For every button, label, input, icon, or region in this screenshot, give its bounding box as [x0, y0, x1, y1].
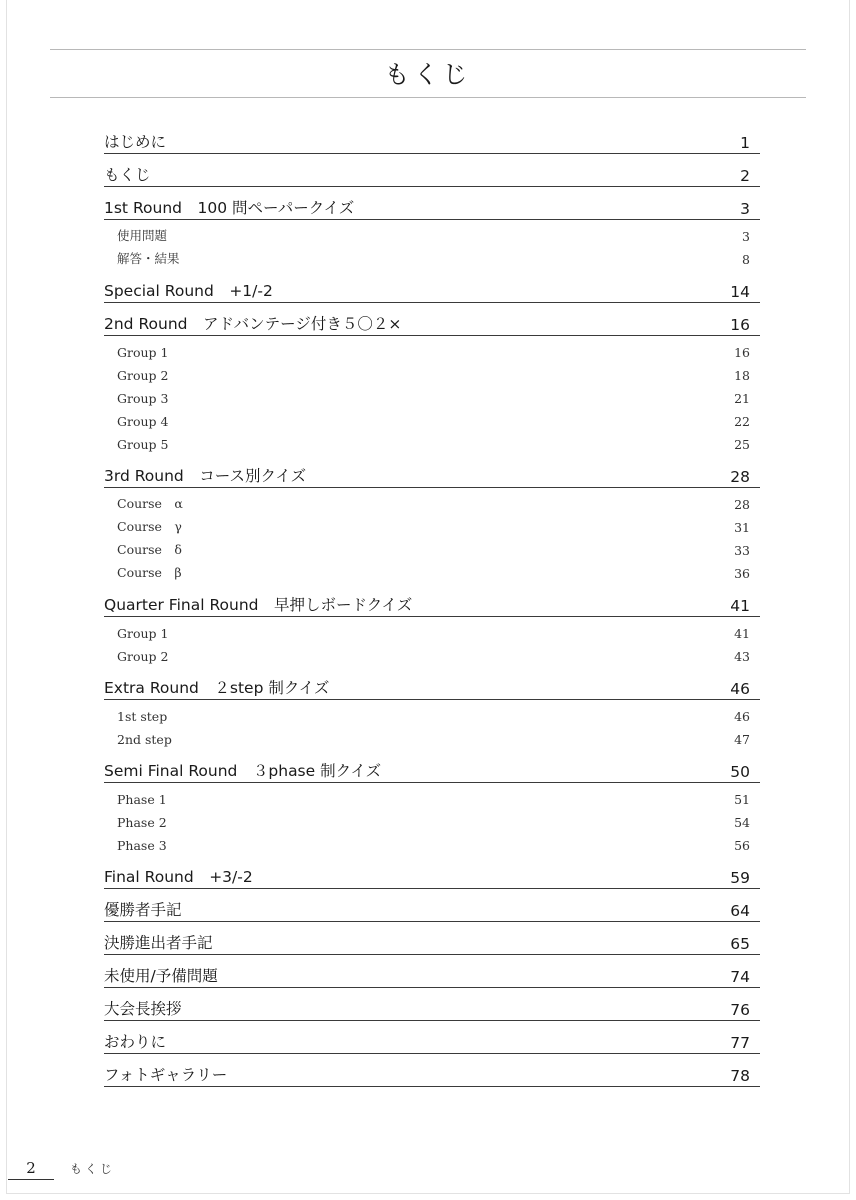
- toc-subentry-page: 25: [734, 437, 750, 452]
- toc-entry-page: 2: [740, 167, 750, 185]
- toc-subentry-label: 解答・結果: [117, 251, 180, 266]
- toc-subentry-group: [104, 491, 760, 583]
- toc-subentry[interactable]: [104, 786, 760, 809]
- toc-entry-label: Quarter Final Round 早押しボードクイズ: [104, 596, 413, 614]
- toc-entry[interactable]: [104, 276, 760, 303]
- toc-entry-label: Special Round +1/-2: [104, 282, 273, 300]
- toc-entry[interactable]: [104, 895, 760, 922]
- toc-subentry-label: Course α: [117, 496, 183, 511]
- toc-entry-label: 2nd Round アドバンテージ付き５〇２×: [104, 315, 402, 333]
- toc-subentry[interactable]: [104, 491, 760, 514]
- toc-subentry-label: Phase 1: [117, 792, 167, 807]
- toc-subentry-page: 18: [734, 368, 750, 383]
- toc-entry-page: 14: [730, 283, 750, 301]
- toc-entry-label: 大会長挨拶: [104, 1000, 182, 1018]
- toc-subentry-page: 43: [734, 649, 750, 664]
- toc-entry-page: 77: [730, 1034, 750, 1052]
- toc-subentry-page: 51: [734, 792, 750, 807]
- toc-subentry[interactable]: [104, 726, 760, 749]
- toc-subentry[interactable]: [104, 620, 760, 643]
- toc-entry-page: 74: [730, 968, 750, 986]
- toc-entry-label: 決勝進出者手記: [104, 934, 213, 952]
- toc-subentry-label: Group 2: [117, 649, 169, 664]
- toc-subentry-label: Group 1: [117, 626, 169, 641]
- toc-subentry-label: Group 5: [117, 437, 169, 452]
- toc-entry[interactable]: [104, 1060, 760, 1087]
- toc-subentry[interactable]: [104, 537, 760, 560]
- footer-page-number: 2: [8, 1157, 54, 1180]
- toc-subentry[interactable]: [104, 408, 760, 431]
- toc-subentry[interactable]: [104, 832, 760, 855]
- toc-subentry-page: 31: [734, 520, 750, 535]
- toc-entry[interactable]: [104, 862, 760, 889]
- toc-subentry[interactable]: [104, 431, 760, 454]
- toc-entry-page: 46: [730, 680, 750, 698]
- footer-section-label: もくじ: [70, 1162, 116, 1176]
- toc-entry-page: 3: [740, 200, 750, 218]
- toc-entry-label: Extra Round ２step 制クイズ: [104, 679, 330, 697]
- toc-subentry-label: 1st step: [117, 709, 168, 724]
- toc-subentry-page: 22: [734, 414, 750, 429]
- toc-subentry-group: [104, 223, 760, 269]
- toc-entry-label: はじめに: [104, 133, 167, 151]
- toc-subentry-label: 2nd step: [117, 732, 172, 747]
- toc-subentry-page: 28: [734, 497, 750, 512]
- toc-entry[interactable]: [104, 309, 760, 336]
- toc-subentry[interactable]: [104, 809, 760, 832]
- toc-subentry-page: 56: [734, 838, 750, 853]
- toc-subentry-page: 46: [734, 709, 750, 724]
- toc-entry-page: 64: [730, 902, 750, 920]
- toc-entry[interactable]: [104, 1027, 760, 1054]
- toc-entry[interactable]: [104, 160, 760, 187]
- toc-subentry-group: [104, 786, 760, 855]
- toc-subentry-page: 54: [734, 815, 750, 830]
- toc-subentry-page: 36: [734, 566, 750, 581]
- toc-entry-label: もくじ: [104, 166, 151, 184]
- toc-entry[interactable]: [104, 127, 760, 154]
- toc-subentry-page: 3: [742, 229, 750, 244]
- toc-entry-page: 59: [730, 869, 750, 887]
- table-of-contents: [104, 127, 760, 1093]
- toc-subentry[interactable]: [104, 560, 760, 583]
- toc-entry[interactable]: [104, 961, 760, 988]
- toc-subentry-page: 41: [734, 626, 750, 641]
- toc-entry-label: 3rd Round コース別クイズ: [104, 467, 307, 485]
- toc-entry[interactable]: [104, 590, 760, 617]
- toc-subentry-group: [104, 703, 760, 749]
- toc-entry-label: Semi Final Round ３phase 制クイズ: [104, 762, 382, 780]
- toc-subentry[interactable]: [104, 385, 760, 408]
- toc-entry-label: 1st Round 100 問ペーパークイズ: [104, 199, 355, 217]
- toc-subentry-label: 使用問題: [117, 228, 168, 243]
- toc-subentry[interactable]: [104, 339, 760, 362]
- toc-subentry-label: Course γ: [117, 519, 182, 534]
- toc-subentry-label: Phase 2: [117, 815, 167, 830]
- toc-subentry-label: Phase 3: [117, 838, 167, 853]
- toc-subentry[interactable]: [104, 362, 760, 385]
- toc-subentry-label: Group 1: [117, 345, 169, 360]
- toc-subentry[interactable]: [104, 703, 760, 726]
- toc-entry[interactable]: [104, 461, 760, 488]
- toc-subentry-label: Group 3: [117, 391, 169, 406]
- toc-entry-page: 41: [730, 597, 750, 615]
- toc-entry-page: 16: [730, 316, 750, 334]
- toc-entry-page: 78: [730, 1067, 750, 1085]
- toc-subentry-page: 21: [734, 391, 750, 406]
- title-bottom-rule: [50, 97, 806, 98]
- toc-subentry-page: 47: [734, 732, 750, 747]
- toc-entry[interactable]: [104, 673, 760, 700]
- toc-subentry-label: Course β: [117, 565, 182, 580]
- toc-entry-page: 50: [730, 763, 750, 781]
- toc-entry-page: 65: [730, 935, 750, 953]
- toc-entry-page: 28: [730, 468, 750, 486]
- toc-entry[interactable]: [104, 994, 760, 1021]
- toc-entry-label: 未使用/予備問題: [104, 967, 218, 985]
- toc-subentry-group: [104, 620, 760, 666]
- toc-entry[interactable]: [104, 193, 760, 220]
- toc-entry-page: 1: [740, 134, 750, 152]
- toc-entry-label: Final Round +3/-2: [104, 868, 253, 886]
- toc-subentry-label: Course δ: [117, 542, 182, 557]
- toc-subentry-label: Group 4: [117, 414, 169, 429]
- toc-entry-page: 76: [730, 1001, 750, 1019]
- toc-entry[interactable]: [104, 928, 760, 955]
- toc-subentry[interactable]: [104, 643, 760, 666]
- toc-entry-label: フォトギャラリー: [104, 1066, 228, 1084]
- toc-entry-label: 優勝者手記: [104, 901, 182, 919]
- toc-subentry[interactable]: [104, 246, 760, 269]
- toc-subentry-label: Group 2: [117, 368, 169, 383]
- toc-subentry-page: 33: [734, 543, 750, 558]
- toc-subentry[interactable]: [104, 514, 760, 537]
- toc-entry-label: おわりに: [104, 1033, 167, 1051]
- title-top-rule: [50, 49, 806, 50]
- toc-subentry-page: 16: [734, 345, 750, 360]
- toc-subentry-group: [104, 339, 760, 454]
- page-title: もくじ: [384, 60, 472, 89]
- toc-subentry-page: 8: [742, 252, 750, 267]
- toc-entry[interactable]: [104, 756, 760, 783]
- toc-subentry[interactable]: [104, 223, 760, 246]
